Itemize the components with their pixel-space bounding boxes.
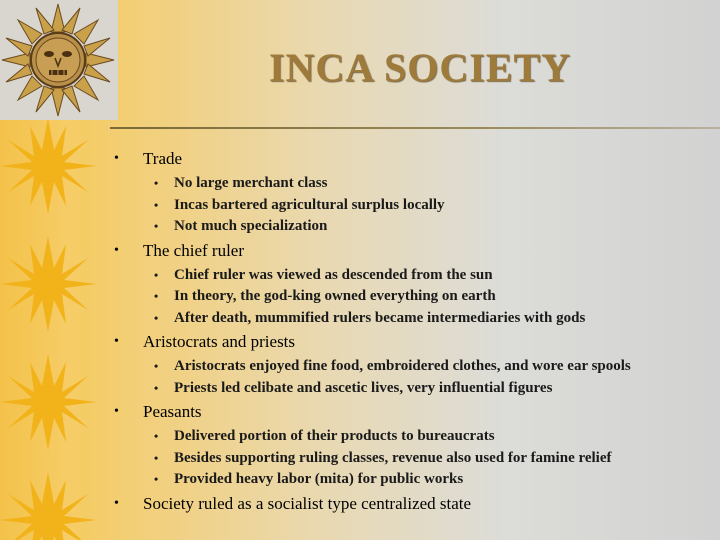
- section-label: Peasants: [143, 402, 202, 421]
- section-label: The chief ruler: [143, 240, 244, 260]
- sub-bullet: [112, 175, 712, 192]
- sub-bullet-text: Delivered portion of their products to bureaucrats: [174, 428, 495, 444]
- slide-title: INCA SOCIETY: [268, 45, 572, 90]
- bullet-glyph: •: [154, 472, 159, 486]
- bullet-glyph: •: [114, 404, 119, 419]
- sub-bullet-text: Chief ruler was viewed as descended from the sun: [174, 266, 493, 283]
- bullet-glyph: •: [114, 242, 119, 258]
- bullet-chief-ruler: [112, 240, 712, 262]
- sub-bullet: [112, 450, 712, 467]
- sub-bullet: [112, 267, 712, 284]
- sun-decor-column: [0, 120, 110, 540]
- bullet-glyph: •: [154, 310, 159, 325]
- sub-bullet: [112, 380, 712, 397]
- bullet-glyph: •: [154, 176, 159, 190]
- sub-bullet-text: Aristocrats enjoyed fine food, embroidered clothes, and wore ear spools: [174, 358, 631, 374]
- sub-bullet-text: Not much specialization: [174, 218, 328, 234]
- sub-list-peasants: [112, 428, 712, 488]
- sub-bullet-text: Besides supporting ruling classes, revenue also used for famine relief: [174, 449, 612, 466]
- sub-bullet-text: Incas bartered agricultural surplus locally: [174, 196, 445, 213]
- sun-icon: [0, 472, 96, 540]
- sun-icon: [0, 354, 96, 450]
- bullet-glyph: •: [154, 289, 159, 303]
- sub-bullet: [112, 197, 712, 214]
- bullet-glyph: •: [154, 429, 159, 443]
- bullet-peasants: [112, 401, 712, 423]
- bullet-glyph: •: [154, 219, 159, 233]
- bullet-glyph: •: [114, 495, 119, 511]
- bullet-society-state: [112, 493, 712, 515]
- sub-bullet: [112, 428, 712, 445]
- bullet-glyph: •: [154, 450, 159, 465]
- bullet-glyph: •: [154, 359, 159, 373]
- bullet-glyph: •: [154, 267, 159, 282]
- bullet-glyph: •: [114, 334, 119, 349]
- sub-bullet-text: In theory, the god-king owned everything on earth: [174, 288, 496, 304]
- sub-list-chief-ruler: [112, 267, 712, 327]
- sub-bullet-text: Provided heavy labor (mita) for public works: [174, 471, 464, 487]
- sun-icon: [0, 236, 96, 332]
- section-label: Trade: [143, 149, 183, 168]
- bullet-glyph: •: [114, 151, 119, 166]
- title-divider: [110, 127, 720, 129]
- sub-list-trade: [112, 175, 712, 235]
- sub-bullet: [112, 310, 712, 327]
- bullet-glyph: •: [154, 197, 159, 212]
- bullet-list: [112, 145, 712, 515]
- sub-bullet: [112, 288, 712, 305]
- sub-bullet: [112, 218, 712, 235]
- section-label: Aristocrats and priests: [143, 332, 296, 351]
- sub-bullet: [112, 358, 712, 375]
- sub-bullet: [112, 471, 712, 488]
- bullet-trade: [112, 148, 712, 170]
- sub-bullet-text: After death, mummified rulers became intermediaries with gods: [174, 309, 586, 326]
- sub-bullet-text: Priests led celibate and ascetic lives, very influential figures: [174, 379, 553, 396]
- inca-sun-face-icon: [0, 0, 118, 120]
- bullet-glyph: •: [154, 380, 159, 395]
- section-label: Society ruled as a socialist type centralized state: [143, 493, 472, 513]
- bullet-aristocrats-priests: [112, 331, 712, 353]
- sub-list-aristocrats-priests: [112, 358, 712, 397]
- sub-bullet-text: No large merchant class: [174, 175, 328, 191]
- sun-icon: [0, 120, 96, 214]
